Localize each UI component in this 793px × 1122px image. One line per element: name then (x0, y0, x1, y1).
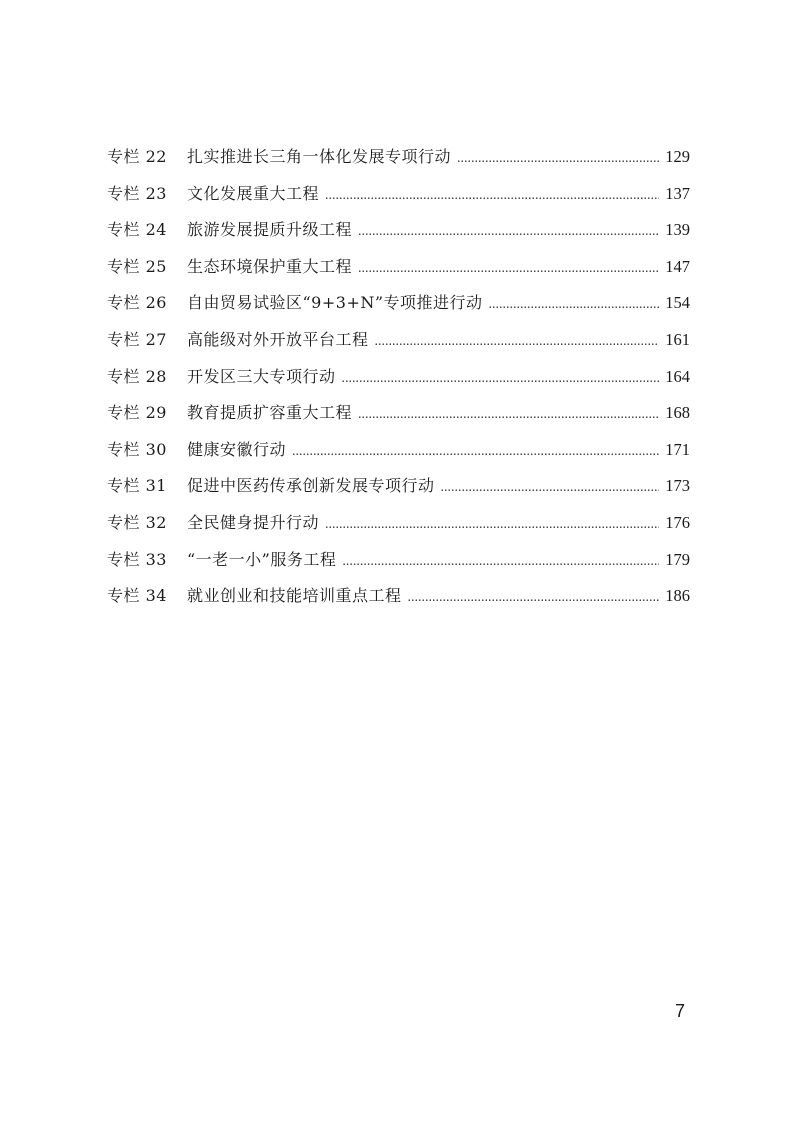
toc-entry-page: 129 (665, 147, 690, 166)
toc-entry-title: 高能级对外开放平台工程 (187, 329, 369, 349)
toc-entry-page: 161 (665, 329, 690, 349)
dot-leader (457, 151, 659, 167)
dot-leader (375, 334, 660, 350)
toc-entry-title: 文化发展重大工程 (187, 183, 320, 203)
toc-entry-title: 健康安徽行动 (187, 439, 287, 459)
dot-leader (489, 297, 660, 313)
dot-leader (325, 188, 659, 204)
toc-entry-title: 自由贸易试验区“9+3+N”专项推进行动 (187, 293, 483, 313)
dot-leader (358, 224, 659, 240)
toc-entry-28[interactable] (107, 364, 690, 401)
toc-entry-label: 专栏 30 (107, 439, 167, 459)
toc-entry-page: 173 (665, 476, 690, 496)
toc-entry-label: 专栏 24 (107, 220, 167, 240)
toc-entry-page: 139 (665, 220, 690, 240)
toc-entry-34[interactable] (107, 583, 690, 620)
toc-entry-label: 专栏 28 (107, 366, 167, 386)
toc-entry-25[interactable] (107, 254, 690, 291)
toc-entry-29[interactable] (107, 400, 690, 437)
toc-entry-32[interactable] (107, 510, 690, 547)
toc-entry-33[interactable] (107, 547, 690, 584)
toc-entry-label: 专栏 26 (107, 293, 167, 313)
toc-entry-page: 176 (665, 512, 690, 532)
toc-entry-27[interactable] (107, 327, 690, 364)
toc-entry-label: 专栏 31 (107, 476, 167, 496)
toc-entry-label: 专栏 23 (107, 183, 167, 203)
toc-entry-page: 168 (665, 403, 690, 423)
toc-entry-title: 旅游发展提质升级工程 (187, 220, 353, 240)
page-number: 7 (675, 1001, 686, 1021)
toc-entry-31[interactable] (107, 473, 690, 510)
toc-entry-24[interactable] (107, 217, 690, 254)
toc-entry-title: “一老一小”服务工程 (187, 549, 337, 569)
toc-entry-page: 154 (665, 293, 690, 313)
toc-entry-label: 专栏 29 (107, 403, 167, 423)
toc-entry-page: 186 (665, 586, 690, 606)
dot-leader (342, 554, 659, 570)
toc-entry-title: 生态环境保护重大工程 (187, 256, 353, 276)
toc-entry-label: 专栏 27 (107, 329, 167, 349)
toc-entry-title: 开发区三大专项行动 (187, 366, 336, 386)
toc-entry-title: 促进中医药传承创新发展专项行动 (187, 476, 435, 496)
toc-entry-label: 专栏 32 (107, 512, 167, 532)
toc-entry-23[interactable] (107, 181, 690, 218)
toc-entry-title: 扎实推进长三角一体化发展专项行动 (187, 147, 452, 166)
dot-leader (325, 517, 659, 533)
table-of-contents (107, 144, 690, 620)
dot-leader (358, 407, 659, 423)
toc-entry-title: 全民健身提升行动 (187, 512, 320, 532)
dot-leader (292, 444, 659, 460)
toc-entry-page: 137 (665, 183, 690, 203)
toc-entry-26[interactable] (107, 290, 690, 327)
toc-entry-page: 171 (665, 439, 690, 459)
toc-entry-label: 专栏 34 (107, 586, 167, 606)
toc-entry-title: 教育提质扩容重大工程 (187, 403, 353, 423)
toc-entry-label: 专栏 22 (107, 147, 167, 166)
dot-leader (408, 590, 660, 606)
dot-leader (441, 480, 660, 496)
toc-entry-label: 专栏 33 (107, 549, 167, 569)
toc-entry-label: 专栏 25 (107, 256, 167, 276)
toc-entry-22[interactable] (107, 144, 690, 181)
dot-leader (358, 261, 659, 277)
toc-entry-page: 179 (665, 549, 690, 569)
toc-entry-page: 164 (665, 366, 690, 386)
toc-entry-title: 就业创业和技能培训重点工程 (187, 586, 402, 606)
toc-entry-page: 147 (665, 256, 690, 276)
toc-entry-30[interactable] (107, 437, 690, 474)
dot-leader (342, 371, 660, 387)
